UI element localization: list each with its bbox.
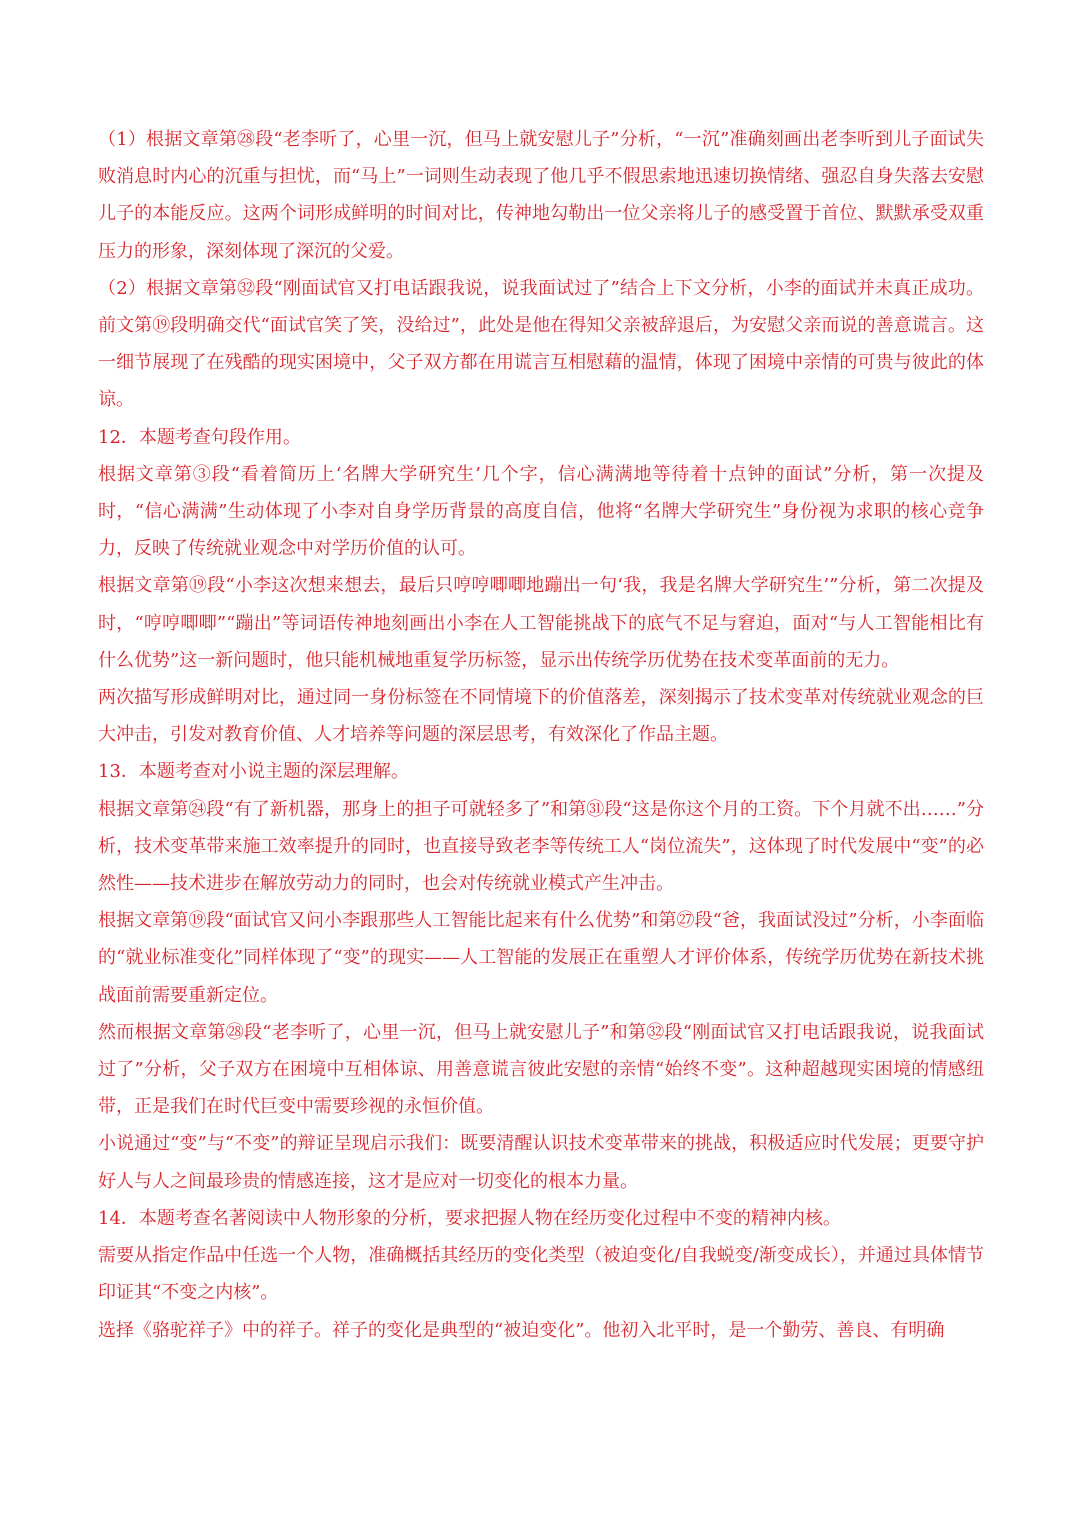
paragraph-answer-11-1: （1）根据文章第㉘段“老李听了，心里一沉，但马上就安慰儿子”分析，“一沉”准确刻画出老李听到儿子面试失败消息时内心的沉重与担忧，而“马上”一词则生动表现了他几乎不假思索地迅速切换情绪、强忍自身失落去安慰儿子的本能反应。这两个词形成鲜明的时间对比，传神地勾勒出一位父亲将儿子的感受置于首位、默默承受双重压力的形象，深刻体现了深沉的父爱。 xyxy=(98,129,984,262)
heading-question-13: 13．本题考查对小说主题的深层理解。 xyxy=(98,761,409,783)
paragraph-q13-change-1: 根据文章第㉔段“有了新机器，那身上的担子可就轻多了”和第㉛段“这是你这个月的工资。下个月就不出……”分析，技术变革带来施工效率提升的同时，也直接导致老李等传统工人“岗位流失”，这体现了时代发展中“变”的必然性——技术进步在解放劳动力的同时，也会对传统就业模式产生冲击。 xyxy=(98,798,984,895)
answer-document xyxy=(98,121,984,1349)
paragraph-q12-first-mention: 根据文章第③段“看着简历上‘名牌大学研究生’几个字，信心满满地等待着十点钟的面试”分析，第一次提及时，“信心满满”生动体现了小李对自身学历背景的高度自信，他将“名牌大学研究生”身份视为求职的核心竞争力，反映了传统就业观念中对学历价值的认可。 xyxy=(98,463,984,560)
paragraph-q12-conclusion: 两次描写形成鲜明对比，通过同一身份标签在不同情境下的价值落差，深刻揭示了技术变革对传统就业观念的巨大冲击，引发对教育价值、人才培养等问题的深层思考，有效深化了作品主题。 xyxy=(98,687,984,746)
paragraph-q14-example: 选择《骆驼祥子》中的祥子。祥子的变化是典型的“被迫变化”。他初入北平时，是一个勤劳、善良、有明确 xyxy=(98,1319,945,1341)
paragraph-q12-second-mention: 根据文章第⑲段“小李这次想来想去，最后只哼哼唧唧地蹦出一句‘我，我是名牌大学研究生’”分析，第二次提及时，“哼哼唧唧”“蹦出”等词语传神地刻画出小李在人工智能挑战下的底气不足与窘迫，面对“与人工智能相比有什么优势”这一新问题时，他只能机械地重复学历标签，显示出传统学历优势在技术变革面前的无力。 xyxy=(98,575,984,671)
paragraph-q14-requirement: 需要从指定作品中任选一个人物，准确概括其经历的变化类型（被迫变化/自我蜕变/渐变成长），并通过具体情节印证其“不变之内核”。 xyxy=(98,1245,984,1304)
paragraph-q13-unchanged: 然而根据文章第㉘段“老李听了，心里一沉，但马上就安慰儿子”和第㉜段“刚面试官又打电话跟我说，说我面试过了”分析，父子双方在困境中互相体谅、用善意谎言彼此安慰的亲情“始终不变”。这种超越现实困境的情感纽带，正是我们在时代巨变中需要珍视的永恒价值。 xyxy=(98,1021,984,1118)
paragraph-q13-conclusion: 小说通过“变”与“不变”的辩证呈现启示我们：既要清醒认识技术变革带来的挑战，积极适应时代发展；更要守护好人与人之间最珍贵的情感连接，这才是应对一切变化的根本力量。 xyxy=(98,1133,984,1192)
paragraph-q13-change-2: 根据文章第⑲段“面试官又问小李跟那些人工智能比起来有什么优势”和第㉗段“爸，我面试没过”分析，小李面临的“就业标准变化”同样体现了“变”的现实——人工智能的发展正在重塑人才评价体系，传统学历优势在新技术挑战面前需要重新定位。 xyxy=(98,910,984,1006)
heading-question-14: 14．本题考查名著阅读中人物形象的分析，要求把握人物在经历变化过程中不变的精神内核。 xyxy=(98,1207,841,1229)
paragraph-answer-11-2: （2）根据文章第㉜段“刚面试官又打电话跟我说，说我面试过了”结合上下文分析，小李的面试并未真正成功。前文第⑲段明确交代“面试官笑了笑，没给过”，此处是他在得知父亲被辞退后，为安慰父亲而说的善意谎言。这一细节展现了在残酷的现实困境中，父子双方都在用谎言互相慰藉的温情，体现了困境中亲情的可贵与彼此的体谅。 xyxy=(98,277,984,411)
heading-question-12: 12．本题考查句段作用。 xyxy=(98,426,301,448)
